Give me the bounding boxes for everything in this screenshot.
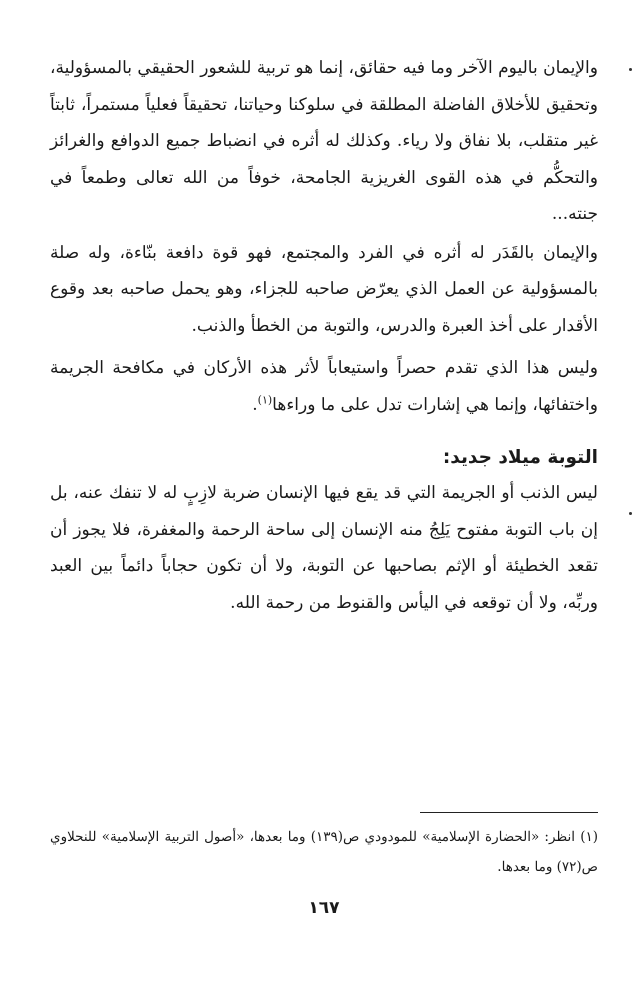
paragraph-pillars-effect-text: وليس هذا الذي تقدم حصراً واستيعاباً لأثر هذه الأركان في مكافحة الجريمة واختفائها، وإنما هي إشارات تدل على ما وراءها [50, 358, 598, 415]
paragraph-pillars-effect-end: . [252, 394, 258, 415]
footnote: (١) انظر: «الحضارة الإسلامية» للمودودي ص(١٣٩) وما بعدها، «أصول التربية الإسلامية» للنحلاوي ص(٧٢) وما بعدها. [50, 829, 599, 875]
section-heading: التوبة ميلاد جديد: [442, 447, 598, 468]
margin-mark-top [629, 68, 632, 71]
footnote-divider [420, 812, 598, 813]
paragraph-pillars-effect [50, 350, 598, 423]
paragraph-faith-last-day: والإيمان باليوم الآخر وما فيه حقائق، إنما هو تربية للشعور الحقيقي بالمسؤولية، وتحقيق للأخلاق الفاضلة المطلقة في سلوكنا وحياتنا، تحقيقاً فعلياً مستمراً، ثابتاً غير متقلب، بلا نفاق ولا رياء. وكذلك له أثره في انضباط جميع الدوافع والغرائز والتحكُّم في هذه القوى الغريزية الجامحة، خوفاً من الله تعالى وطمعاً في جنته... [50, 58, 598, 224]
footnote-reference: (١) [257, 392, 273, 406]
page-number: ١٦٧ [308, 898, 340, 918]
book-page [50, 50, 598, 950]
paragraph-faith-destiny: والإيمان بالقَدَر له أثره في الفرد والمجتمع، فهو قوة دافعة بنّاءة، وله صلة بالمسؤولية عن العمل الذي يعرّض صاحبه للجزاء، وهو يحمل صاحبه بعد وقوع الأقدار على أخذ العبرة والدرس، والتوبة من الخطأ والذنب. [50, 242, 598, 336]
paragraph-repentance: ليس الذنب أو الجريمة التي قد يقع فيها الإنسان ضربة لازِبٍ له لا تنفك عنه، بل إن باب التوبة مفتوح يَلِجُ منه الإنسان إلى ساحة الرحمة والمغفرة، فلا يجوز أن تقعد الخطيئة أو الإثم بصاحبها عن التوبة، ولا أن تكون حجاباً دائماً بين العبد وربِّه، ولا أن توقعه في اليأس والقنوط من رحمة الله. [50, 483, 598, 613]
margin-mark-middle [629, 512, 632, 515]
